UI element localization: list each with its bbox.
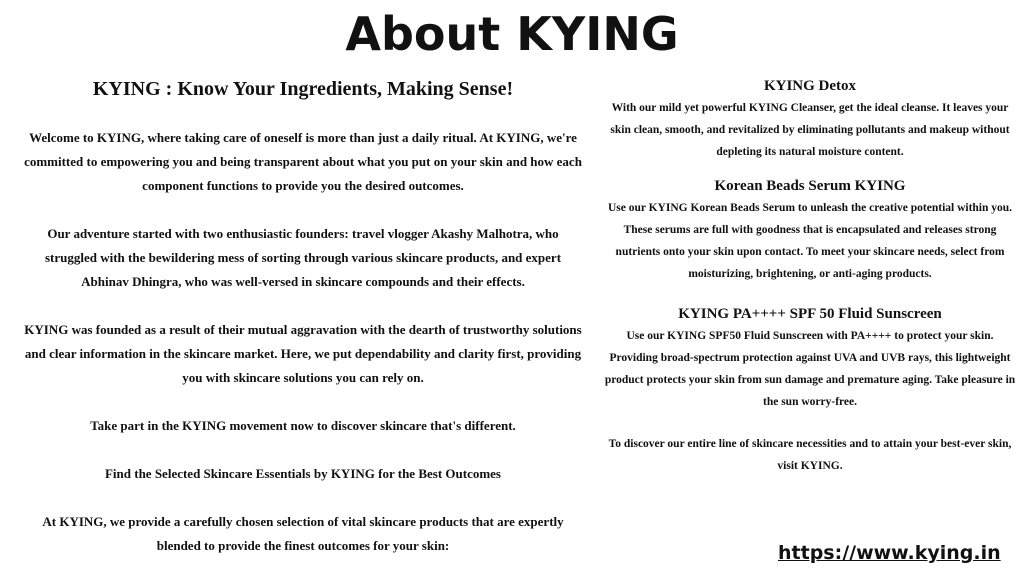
serum-title: Korean Beads Serum KYING (714, 178, 906, 194)
detox-title: KYING Detox (763, 78, 857, 94)
selection-paragraph: At KYING, we provide a carefully chosen selection of vital skincare products that are expertly blended to provide the finest outcomes for your skin: (42, 514, 564, 553)
movement-paragraph: Take part in the KYING movement now to discover skincare that's different. (90, 418, 516, 433)
about-section (22, 74, 584, 558)
products-section (604, 75, 1016, 477)
essentials-paragraph: Find the Selected Skincare Essentials by KYING for the Best Outcomes (104, 466, 501, 481)
closing-text: To discover our entire line of skincare necessities and to attain your best-ever skin, visit KYING. (608, 438, 1012, 472)
serum-text: Use our KYING Korean Beads Serum to unleash the creative potential within you. These serums are full with goodness that is encapsulated and releases strong nutrients onto your skin upon contact. To meet your skincare needs, select from moisturizing, brightening, or anti-aging products. (607, 202, 1013, 280)
founding-paragraph: KYING was founded as a result of their mutual aggravation with the dearth of trustworthy solutions and clear information in the skincare market. Here, we put dependability and clarity first, providing you with skincare solutions you can rely on. (24, 322, 582, 385)
sunscreen-text: Use our KYING SPF50 Fluid Sunscreen with PA++++ to protect your skin. Providing broad-spectrum protection against UVA and UVB rays, this lightweight product protects your skin from sun damage and premature aging. Take pleasure in the sun worry-free. (604, 330, 1016, 408)
about-heading: KYING : Know Your Ingredients, Making Sense! (92, 78, 514, 100)
detox-text: With our mild yet powerful KYING Cleanser, get the ideal cleanse. It leaves your skin clean, smooth, and revitalized by eliminating pollutants and makeup without depleting its natural moisture content. (610, 102, 1010, 158)
founders-paragraph: Our adventure started with two enthusiastic founders: travel vlogger Akashy Malhotra, who struggled with the bewildering mess of sorting through various skincare products, and expert Abhinav Dhingra, who was well-versed in skincare compounds and their effects. (44, 226, 562, 289)
welcome-paragraph: Welcome to KYING, where taking care of oneself is more than just a daily ritual. At KYING, we're committed to empowering you and being transparent about what you put on your skin and how each component functions to provide you the desired outcomes. (24, 130, 582, 193)
sunscreen-title: KYING PA++++ SPF 50 Fluid Sunscreen (678, 306, 942, 322)
website-link[interactable]: https://www.kying.in (778, 542, 1001, 564)
page-title: About KYING (345, 7, 679, 61)
